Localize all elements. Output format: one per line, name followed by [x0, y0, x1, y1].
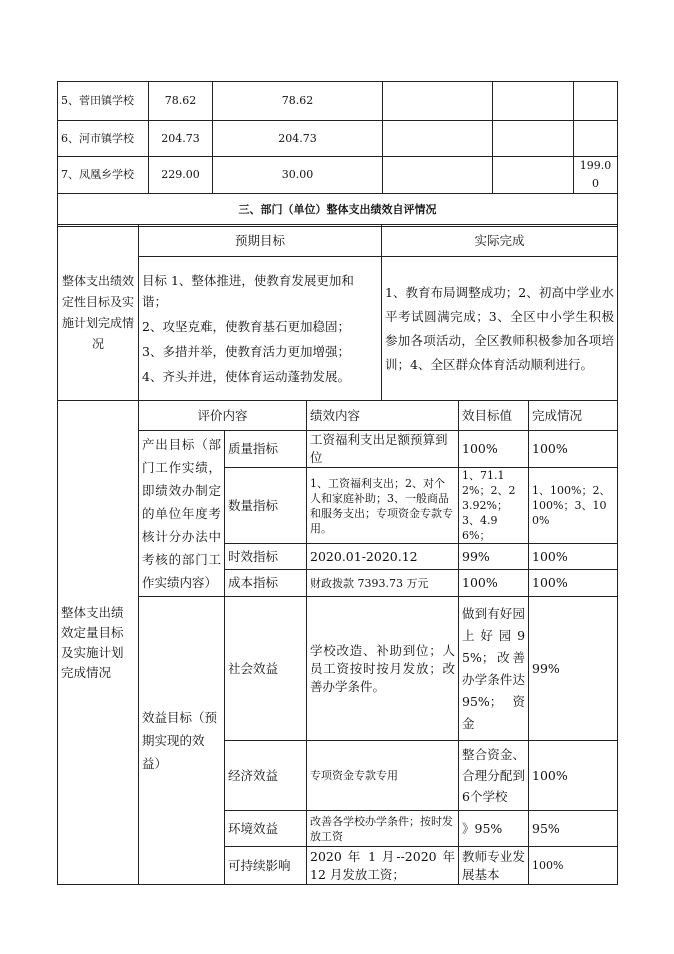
school-allocated: 78.62	[213, 82, 383, 121]
school-allocated: 204.73	[213, 121, 383, 157]
indicator-name: 质量指标	[225, 431, 307, 468]
indicator-name: 环境效益	[225, 811, 307, 847]
table-row	[58, 431, 618, 468]
indicator-name: 成本指标	[225, 570, 307, 597]
indicator-done: 95%	[529, 811, 618, 847]
indicator-done: 100%	[529, 570, 618, 597]
qualitative-goals-table	[57, 224, 618, 401]
header-target: 效目标值	[459, 401, 529, 431]
indicator-target: 整合资金、合理分配到6个学校	[459, 741, 529, 811]
indicator-target: 1、71.12%；2、23.92%；3、4.96%；	[459, 468, 529, 544]
school-name: 6、河市镇学校	[58, 121, 149, 157]
planned-line: 目标 1、整体推进，使教育发展更加和谐；	[142, 273, 354, 309]
indicator-done: 100%	[529, 847, 618, 885]
table-row	[58, 401, 618, 431]
school-name: 5、菅田镇学校	[58, 82, 149, 121]
indicator-content: 专项资金专款专用	[307, 741, 459, 811]
section-title: 三、部门（单位）整体支出绩效自评情况	[58, 194, 618, 227]
planned-line: 3、多措并举，使教育活力更加增强；	[142, 344, 350, 359]
indicator-content: 改善各学校办学条件；按时发放工资	[307, 811, 459, 847]
indicator-target: 做到有好园上好园95%；改善办学条件达95%；资金	[459, 597, 529, 741]
school-col-5	[493, 82, 574, 121]
indicator-name: 经济效益	[225, 741, 307, 811]
indicator-content: 1、工资福利支出；2、对个人和家庭补助；3、一般商品和服务支出；专项资金专款专用。	[307, 468, 459, 544]
table-row	[58, 257, 618, 401]
indicator-done: 1、100%；2、100%；3、100%	[529, 468, 618, 544]
school-col-6	[574, 82, 618, 121]
planned-line: 4、齐头并进，使体育运动蓬勃发展。	[142, 369, 350, 384]
header-done: 完成情况	[529, 401, 618, 431]
actual-header: 实际完成	[382, 225, 618, 257]
planned-line: 2、攻坚克难，使教育基石更加稳固；	[142, 319, 350, 334]
school-total: 78.62	[149, 82, 213, 121]
indicator-name: 数量指标	[225, 468, 307, 544]
school-col-6: 199.00	[574, 157, 618, 194]
planned-header: 预期目标	[139, 225, 382, 257]
school-col-6	[574, 121, 618, 157]
table-row	[58, 157, 618, 194]
indicator-done: 99%	[529, 597, 618, 741]
indicator-target: 100%	[459, 570, 529, 597]
benefit-goal-label: 效益目标（预期实现的效益）	[139, 597, 225, 885]
school-total: 204.73	[149, 121, 213, 157]
school-col-4	[383, 157, 493, 194]
indicator-name: 时效指标	[225, 544, 307, 570]
planned-goals	[139, 257, 382, 401]
qualitative-row-label: 整体支出绩效定性目标及实施计划完成情况	[58, 225, 139, 401]
indicator-content: 学校改造、补助到位；人员工资按时按月发放；改善办学条件。	[307, 597, 459, 741]
indicator-content: 财政拨款 7393.73 万元	[307, 570, 459, 597]
indicator-done: 100%	[529, 544, 618, 570]
indicator-name: 可持续影响	[225, 847, 307, 885]
header-eval: 评价内容	[139, 401, 307, 431]
indicator-name: 社会效益	[225, 597, 307, 741]
indicator-target: 》95%	[459, 811, 529, 847]
indicator-target: 99%	[459, 544, 529, 570]
output-goal-label: 产出目标（部门工作实绩，即绩效办制定的单位年度考核计分办法中考核的部门工作实绩内容）	[139, 431, 225, 597]
quantitative-goals-table	[57, 400, 618, 885]
school-col-4	[383, 121, 493, 157]
indicator-done: 100%	[529, 741, 618, 811]
table-row	[58, 121, 618, 157]
table-row	[58, 225, 618, 257]
indicator-target: 教师专业发展基本	[459, 847, 529, 885]
quantitative-row-label: 整体支出绩效定量目标及实施计划完成情况	[58, 401, 139, 885]
actual-completion: 1、教育布局调整成功；2、初高中学业水平考试圆满完成；3、全区中小学生积极参加各项活动，全区教师积极参加各项培训；4、全区群众体育活动顺利进行。	[382, 257, 618, 401]
school-name: 7、凤凰乡学校	[58, 157, 149, 194]
table-row	[58, 597, 618, 741]
school-col-5	[493, 157, 574, 194]
header-content: 绩效内容	[307, 401, 459, 431]
school-total: 229.00	[149, 157, 213, 194]
school-col-5	[493, 121, 574, 157]
indicator-target: 100%	[459, 431, 529, 468]
school-allocated: 30.00	[213, 157, 383, 194]
section-title-row	[58, 194, 618, 227]
school-funding-table	[57, 81, 618, 227]
indicator-content: 2020.01-2020.12	[307, 544, 459, 570]
table-row	[58, 82, 618, 121]
indicator-content: 2020 年 1 月--2020 年 12 月发放工资；	[307, 847, 459, 885]
school-col-4	[383, 82, 493, 121]
indicator-content: 工资福利支出足额预算到位	[307, 431, 459, 468]
indicator-done: 100%	[529, 431, 618, 468]
